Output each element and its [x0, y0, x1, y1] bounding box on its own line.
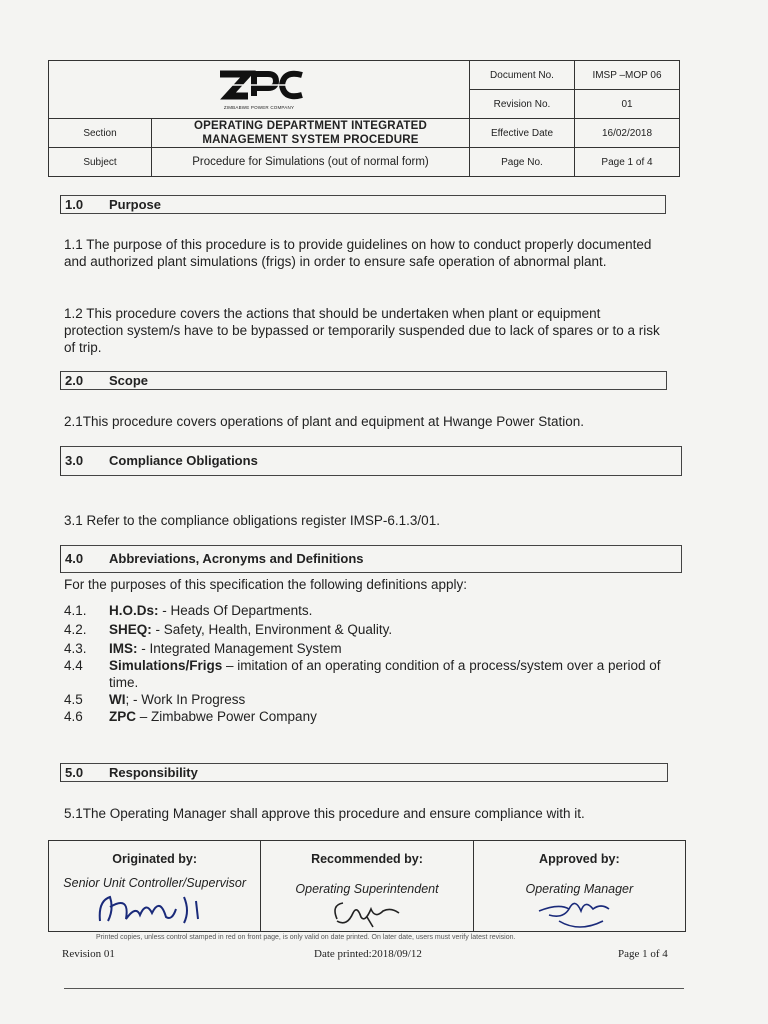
approval-role: Operating Manager	[525, 882, 634, 896]
document-header-table	[48, 60, 680, 177]
approval-title: Recommended by:	[311, 852, 423, 866]
subject-value: Procedure for Simulations (out of normal form)	[152, 148, 470, 177]
document-no-value: IMSP –MOP 06	[575, 61, 680, 90]
section-number: 1.0	[65, 197, 84, 212]
definition-row: 4.1. H.O.Ds: - Heads Of Departments.	[64, 603, 313, 618]
signature-icon	[80, 891, 230, 927]
definition-row: 4.4 Simulations/Frigs – imitation of an operating condition of a process/system over a period of time.	[64, 658, 661, 690]
signature-icon	[307, 897, 427, 929]
page-no-value: Page 1 of 4	[575, 148, 680, 177]
definition-row: 4.5 WI; - Work In Progress	[64, 692, 246, 707]
document-no-label: Document No.	[470, 61, 575, 90]
paragraph-1-1: 1.1 The purpose of this procedure is to provide guidelines on how to conduct properly documented and authorized plant simulations (frigs) in order to ensure safe operation of abnormal plant.	[64, 237, 652, 269]
definition-row: 4.2. SHEQ: - Safety, Health, Environment & Quality.	[64, 622, 393, 637]
section-title: Abbreviations, Acronyms and Definitions	[109, 551, 364, 566]
paragraph-5-1: 5.1The Operating Manager shall approve this procedure and ensure compliance with it.	[64, 806, 585, 821]
section-title: Responsibility	[109, 765, 198, 780]
approval-table	[48, 840, 686, 932]
section-number: 2.0	[65, 373, 84, 388]
recommended-by-cell	[261, 841, 473, 932]
revision-no-label: Revision No.	[470, 90, 575, 119]
originated-by-cell	[49, 841, 261, 932]
section-number: 3.0	[65, 453, 84, 468]
footer-date-printed: Date printed:2018/09/12	[314, 948, 422, 960]
logo-cell	[49, 61, 470, 119]
approval-role: Operating Superintendent	[295, 882, 439, 896]
section-title: Purpose	[109, 197, 162, 212]
footer-page: Page 1 of 4	[618, 948, 668, 960]
page-no-label: Page No.	[470, 148, 575, 177]
approval-role: Senior Unit Controller/Supervisor	[63, 876, 247, 890]
approved-by-cell	[473, 841, 685, 932]
approval-title: Originated by:	[112, 852, 198, 866]
definition-row: 4.3. IMS: - Integrated Management System	[64, 641, 342, 656]
paragraph-1-2: 1.2 This procedure covers the actions that should be undertaken when plant or equipment protection system/s have to be bypassed or temporarily suspended due to lack of spares or to a risk of trip.	[64, 306, 660, 355]
section-label: Section	[49, 119, 152, 148]
footer-revision: Revision 01	[62, 948, 115, 960]
paragraph-4-intro: For the purposes of this specification the following definitions apply:	[64, 577, 467, 592]
logo-subtitle: ZIMBABWE POWER COMPANY	[223, 104, 295, 110]
section-heading-scope	[60, 371, 667, 390]
section-heading-compliance	[60, 446, 682, 476]
effective-date-label: Effective Date	[470, 119, 575, 148]
section-title: Compliance Obligations	[109, 453, 258, 468]
paragraph-2-1: 2.1This procedure covers operations of plant and equipment at Hwange Power Station.	[64, 414, 585, 429]
signature-icon	[519, 891, 639, 931]
section-number: 5.0	[65, 765, 84, 780]
footer-divider	[64, 988, 684, 989]
definition-row: 4.6 ZPC – Zimbabwe Power Company	[64, 709, 317, 724]
section-heading-abbreviations	[60, 545, 682, 573]
effective-date-value: 16/02/2018	[575, 119, 680, 148]
section-heading-purpose	[60, 195, 666, 214]
print-control-note: Printed copies, unless control stamped in red on front page, is only valid on date printed. On later date, users must verify latest revision.	[96, 934, 516, 941]
zpc-logo-icon	[214, 66, 304, 106]
paragraph-3-1: 3.1 Refer to the compliance obligations register IMSP-6.1.3/01.	[64, 513, 440, 528]
section-title: Scope	[109, 373, 149, 388]
subject-label: Subject	[49, 148, 152, 177]
section-heading-responsibility	[60, 763, 668, 782]
section-number: 4.0	[65, 551, 84, 566]
section-value: OPERATING DEPARTMENT INTEGRATED MANAGEMENT SYSTEM PROCEDURE	[152, 119, 470, 148]
revision-no-value: 01	[575, 90, 680, 119]
approval-title: Approved by:	[539, 852, 620, 866]
